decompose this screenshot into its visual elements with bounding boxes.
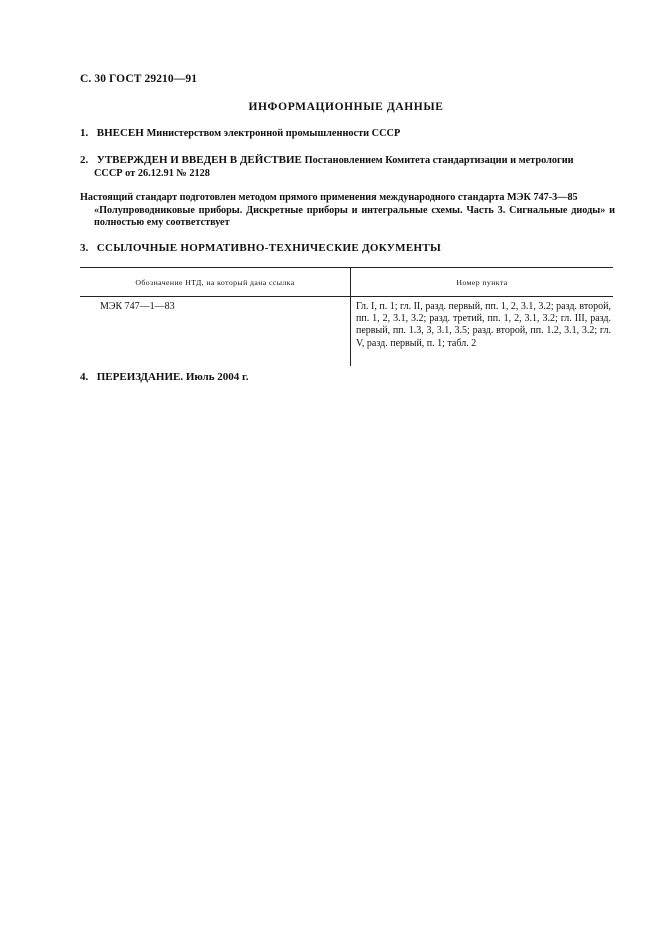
item-2-tail: СССР от 26.12.91 № 2128	[94, 168, 210, 179]
item-1-heading: ВНЕСЕН	[96, 127, 144, 139]
table-header-row	[80, 268, 613, 297]
item-2	[80, 154, 615, 180]
standard-note	[80, 192, 615, 230]
item-2-heading: УТВЕРЖДЕН И ВВЕДЕН В ДЕЙСТВИЕ	[96, 154, 302, 166]
table-row	[80, 297, 613, 367]
table-cell-document: МЭК 747—1—83	[80, 297, 351, 367]
item-3-number: 3.	[80, 242, 89, 254]
item-2-text: Постановлением Комитета стандартизации и метрологии	[304, 155, 574, 166]
item-1-number: 1.	[80, 127, 89, 139]
standard-note-rest: «Полупроводниковые приборы. Дискретные приборы и интегральные схемы. Часть 3. Сигнальные диоды» и полностью ему соответствует	[94, 204, 615, 228]
page-title: ИНФОРМАЦИОННЫЕ ДАННЫЕ	[248, 101, 444, 113]
item-3-heading: ССЫЛОЧНЫЕ НОРМАТИВНО-ТЕХНИЧЕСКИЕ ДОКУМЕНТЫ	[96, 242, 442, 254]
item-1	[80, 127, 615, 140]
item-4	[80, 371, 615, 384]
column-header-document: Обозначение НТД, на который дана ссылка	[80, 268, 351, 297]
table-cell-clause: Гл. I, п. 1; гл. II, разд. первый, пп. 1, 2, 3.1, 3.2; разд. второй, пп. 1, 2, 3.1, 3.2; разд. третий, пп. 1, 2, 3.1, 3.2; гл. III, разд. первый, пп. 1.3, 3, 3.1, 3.5; разд. второй, пп. 1.2, 3.1, 3.2; гл. V, разд. первый, п. 1; табл. 2	[356, 301, 611, 349]
page-header: С. 30 ГОСТ 29210—91	[80, 73, 198, 85]
reference-table	[80, 267, 613, 366]
item-4-heading: ПЕРЕИЗДАНИЕ. Июль 2004 г.	[96, 371, 249, 383]
column-header-clause: Номер пункта	[351, 268, 614, 297]
standard-note-line1: Настоящий стандарт подготовлен методом прямого применения международного стандарта МЭК 747-3—85	[80, 192, 578, 203]
item-1-text: Министерством электронной промышленности СССР	[146, 128, 401, 139]
item-2-number: 2.	[80, 154, 89, 166]
item-4-number: 4.	[80, 371, 89, 383]
item-3	[80, 242, 615, 255]
